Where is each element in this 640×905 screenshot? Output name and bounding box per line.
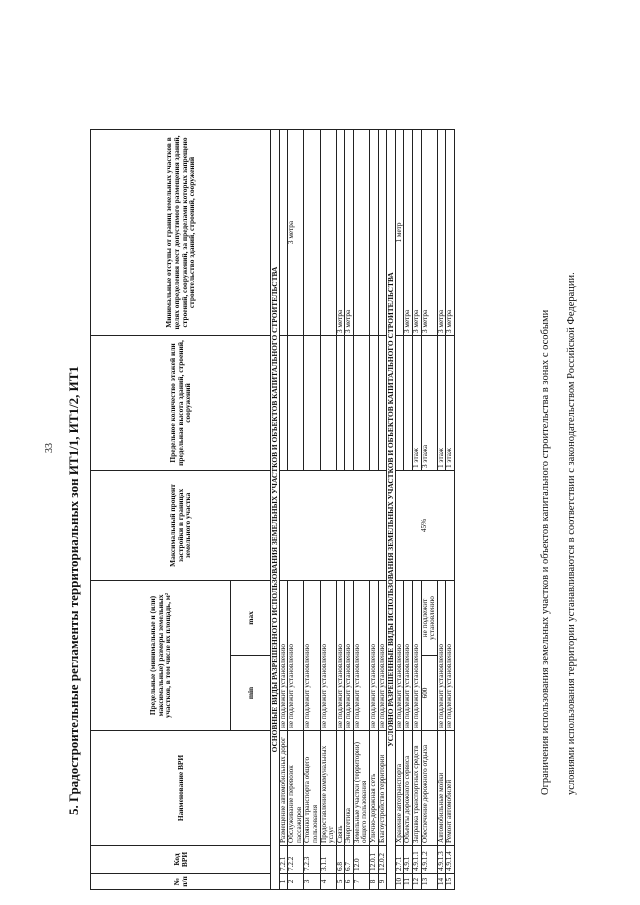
table-row: 14 4.9.1.3 Автомобильные мойки не подлежит установлению 1 этаж 3 метра (437, 129, 446, 889)
table-row: 6 6.7 Энергетика не подлежит установлению 3 метра (345, 129, 354, 889)
header-code: Код ВРИ (91, 846, 271, 874)
table-row: 15 4.9.1.4 Ремонт автомобилей не подлежит установлению 1 этаж 3 метра (446, 129, 455, 889)
page-title: 5. Градостроительные регламенты территориальных зон ИТ1/1, ИТ1/2, ИТ1 (66, 366, 81, 815)
header-area-max: max (231, 580, 271, 655)
table-row: 10 2.7.1 Хранение автотранспорта не подлежит установлению 45% 1 метр (395, 129, 404, 889)
table-row: 1 7.2.1 Размещение автомобильных дорог не подлежит установлению (279, 129, 288, 889)
table-row: 13 4.9.1.2 Обеспечение дорожного отдыха 600 не подлежит установлению 3 этажа 3 метра (421, 129, 437, 889)
table-row: 2 7.2.2 Обслуживание перевозок пассажиров не подлежит установлению 3 метра (288, 129, 304, 889)
footnote-line-1: Ограничения использования земельных участков и объектов капитального строительства в зонах с особыми (540, 309, 551, 795)
table-row: 8 12.0.1 Улично-дорожная сеть не подлежит установлению (369, 129, 378, 889)
header-name: Наименование ВРИ (91, 731, 271, 846)
header-floors: Предельное количество этажей или предельная высота зданий, строений, сооружений (91, 335, 271, 470)
section-main: ОСНОВНЫЕ ВИДЫ РАЗРЕШЕННОГО ИСПОЛЬЗОВАНИЯ ЗЕМЕЛЬНЫХ УЧАСТКОВ И ОБЪЕКТОВ КАПИТАЛЬНОГО СТРОИТЕЛЬСТВА (271, 129, 280, 889)
header-num: № п/п (91, 874, 271, 890)
table-row: 11 4.9.1 Объекты дорожного сервиса не подлежит установлению 3 метра (404, 129, 413, 889)
header-area-min: min (231, 656, 271, 731)
table-row: 4 3.1.1 Предоставление коммунальных услуг не подлежит установлению (320, 129, 336, 889)
section-conditional: УСЛОВНО РАЗРЕШЕННЫЕ ВИДЫ ИСПОЛЬЗОВАНИЯ ЗЕМЕЛЬНЫХ УЧАСТКОВ И ОБЪЕКТОВ КАПИТАЛЬНОГО СТРОИТЕЛЬСТВА (387, 129, 396, 889)
header-area: Предельные (минимальные и (или) максимальные) размеры земельных участков, в том числе их площадь, м² (91, 580, 231, 730)
page-number: 33 (44, 443, 55, 453)
header-setback: Минимальные отступы от границ земельных участков в целях определения мест допустимого размещения зданий, строений, сооружений, за пределами которых запрещено строительство зданий, строений, сооружений (91, 129, 271, 335)
table-row: 3 7.2.3 Стоянки транспорта общего пользования не подлежит установлению (304, 129, 320, 889)
table-row: 9 12.0.2 Благоустройство территории не подлежит установлению (378, 129, 387, 889)
table-row: 12 4.9.1.1 Заправка транспортных средств не подлежит установлению 1 этаж 3 метра (412, 129, 421, 889)
table-row: 5 6.8 Связь не подлежит установлению 3 метра (336, 129, 345, 889)
header-percent: Максимальный процент застройки в границах земельного участка (91, 470, 271, 580)
regulations-table (90, 129, 455, 890)
table-row: 7 12.0 Земельные участки (территории) общего пользования не подлежит установлению (353, 129, 369, 889)
max-percent: 45% (395, 470, 454, 580)
footnote-line-2: условиями использования территории устанавливаются в соответствии с законодательством Российской Федерации. (566, 272, 577, 795)
